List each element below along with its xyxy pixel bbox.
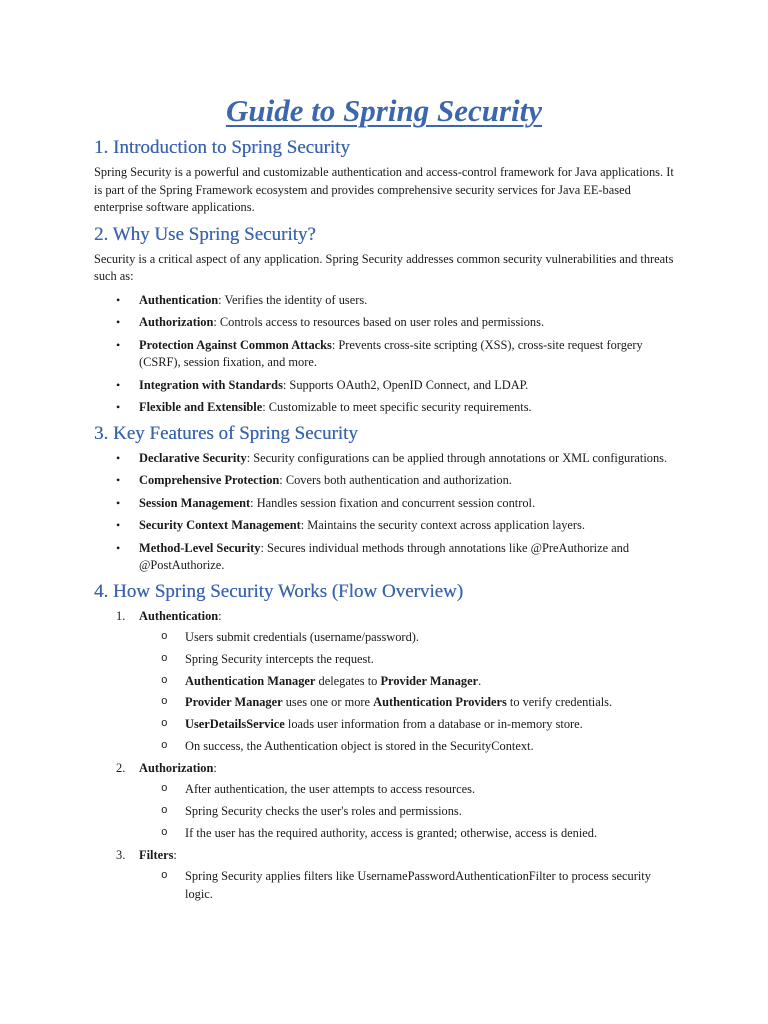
- item-term: Integration with Standards: [139, 377, 283, 392]
- circle-bullet-icon: o: [161, 674, 168, 687]
- bullet-list: [94, 450, 674, 575]
- sub-item: [139, 629, 674, 647]
- step-term: Filters: [139, 847, 174, 862]
- circle-bullet-icon: o: [161, 870, 168, 883]
- step-number: 1.: [116, 608, 126, 623]
- list-item: [94, 540, 674, 575]
- circle-bullet-icon: o: [161, 805, 168, 818]
- bullet-icon: •: [116, 518, 121, 532]
- sub-item-term: Authentication Manager: [185, 673, 316, 688]
- sub-item-text: Spring Security checks the user's roles and permissions.: [185, 804, 462, 819]
- list-item: [94, 517, 674, 535]
- sub-item-text: .: [478, 673, 482, 688]
- section-heading: 2. Why Use Spring Security?: [94, 223, 316, 245]
- step-colon: :: [218, 608, 222, 623]
- sub-list: [139, 629, 674, 755]
- item-text: : Controls access to resources based on user roles and permissions.: [213, 315, 545, 329]
- step-term: Authorization: [139, 760, 214, 775]
- sub-item-text: loads user information from a database or in-memory store.: [284, 717, 583, 732]
- item-text: : Secures individual methods through annotations like @PreAuthorize and @PostAuthorize.: [139, 540, 630, 572]
- list-item: [94, 450, 674, 468]
- item-text: : Customizable to meet specific security requirements.: [262, 400, 532, 414]
- sub-item-term: Provider Manager: [185, 695, 283, 710]
- list-item: [94, 399, 674, 417]
- sub-item-text: On success, the Authentication object is stored in the SecurityContext.: [185, 738, 534, 753]
- sub-item: [139, 716, 674, 734]
- item-term: Comprehensive Protection: [139, 473, 280, 487]
- sub-item-term: UserDetailsService: [185, 717, 285, 732]
- item-text: : Prevents cross-site scripting (XSS), cross-site request forgery (CSRF), session fixation, and more.: [139, 337, 643, 369]
- list-item: [94, 495, 674, 513]
- step-filters: [94, 847, 674, 904]
- document-title: Guide to Spring Security: [225, 93, 543, 128]
- item-term: Security Context Management: [139, 518, 301, 532]
- item-term: Session Management: [139, 495, 251, 510]
- list-item: [94, 292, 674, 310]
- circle-bullet-icon: o: [161, 826, 168, 839]
- item-term: Declarative Security: [139, 450, 247, 465]
- item-text: : Handles session fixation and concurrent session control.: [250, 495, 536, 510]
- item-text: : Verifies the identity of users.: [218, 292, 368, 307]
- sub-item-text: If the user has the required authority, access is granted; otherwise, access is denied.: [185, 825, 598, 840]
- sub-item-text: Spring Security intercepts the request.: [185, 651, 374, 666]
- item-text: : Covers both authentication and authorization.: [279, 473, 512, 487]
- section-paragraph: Security is a critical aspect of any application. Spring Security addresses common security vulnerabilities and threats such as:: [94, 251, 674, 283]
- circle-bullet-icon: o: [161, 739, 168, 752]
- sub-list: [139, 781, 674, 842]
- sub-item-text: After authentication, the user attempts to access resources.: [185, 782, 476, 797]
- step-term: Authentication: [139, 608, 219, 623]
- section-paragraph: Spring Security is a powerful and customizable authentication and access-control framework for Java applications. It is part of the Spring Framework ecosystem and provides comprehensive security services for Java EE-based enterprise software applications.: [94, 165, 674, 214]
- sub-item: [139, 868, 674, 903]
- sub-item: [139, 673, 674, 691]
- bullet-icon: •: [116, 473, 121, 487]
- circle-bullet-icon: o: [161, 783, 168, 796]
- sub-item: [139, 694, 674, 712]
- section-how-it-works: [94, 580, 674, 904]
- sub-item-term: Provider Manager: [380, 673, 479, 688]
- sub-item: [139, 651, 674, 669]
- list-item: [94, 377, 674, 395]
- bullet-icon: •: [116, 400, 121, 414]
- section-heading: 4. How Spring Security Works (Flow Overview): [94, 580, 464, 602]
- item-term: Authentication: [139, 292, 219, 307]
- step-number: 3.: [116, 847, 126, 862]
- bullet-icon: •: [116, 337, 121, 352]
- circle-bullet-icon: o: [161, 652, 168, 665]
- bullet-icon: •: [116, 495, 121, 510]
- step-colon: :: [173, 847, 177, 862]
- section-why-use: [94, 223, 674, 417]
- section-key-features: [94, 422, 674, 575]
- step-authorization: [94, 760, 674, 843]
- bullet-icon: •: [116, 377, 121, 392]
- list-item: [94, 314, 674, 332]
- sub-item-text: uses one or more: [282, 695, 374, 710]
- circle-bullet-icon: o: [161, 718, 168, 731]
- bullet-icon: •: [116, 315, 121, 329]
- step-colon: :: [213, 760, 217, 775]
- section-introduction: [94, 136, 674, 217]
- item-text: : Maintains the security context across application layers.: [300, 518, 585, 532]
- sub-item-text: delegates to: [315, 673, 381, 688]
- sub-item-term: Authentication Providers: [373, 695, 507, 710]
- bullet-icon: •: [116, 540, 121, 555]
- section-heading: 3. Key Features of Spring Security: [94, 422, 358, 444]
- sub-item: [139, 738, 674, 756]
- sub-item: [139, 825, 674, 843]
- section-heading: 1. Introduction to Spring Security: [94, 137, 350, 158]
- item-term: Authorization: [139, 315, 214, 329]
- sub-item: [139, 803, 674, 821]
- circle-bullet-icon: o: [161, 631, 168, 643]
- bullet-list: [94, 292, 674, 417]
- item-text: : Supports OAuth2, OpenID Connect, and LDAP.: [282, 377, 529, 392]
- sub-item-text: to verify credentials.: [506, 695, 613, 710]
- sub-list: [139, 868, 674, 903]
- numbered-list: [94, 608, 674, 904]
- step-number: 2.: [116, 760, 126, 775]
- document-page: [94, 92, 674, 907]
- sub-item-text: Users submit credentials (username/password).: [185, 630, 419, 644]
- list-item: [94, 472, 674, 490]
- step-authentication: [94, 608, 674, 756]
- item-text: : Security configurations can be applied through annotations or XML configurations.: [246, 450, 668, 465]
- item-term: Flexible and Extensible: [139, 400, 263, 414]
- item-term: Protection Against Common Attacks: [139, 337, 332, 352]
- circle-bullet-icon: o: [161, 696, 168, 709]
- bullet-icon: •: [116, 450, 121, 465]
- sub-item-text: Spring Security applies filters like UsernamePasswordAuthenticationFilter to process security logic.: [185, 869, 651, 901]
- list-item: [94, 337, 674, 372]
- bullet-icon: •: [116, 292, 121, 307]
- sub-item: [139, 781, 674, 799]
- item-term: Method-Level Security: [139, 540, 261, 555]
